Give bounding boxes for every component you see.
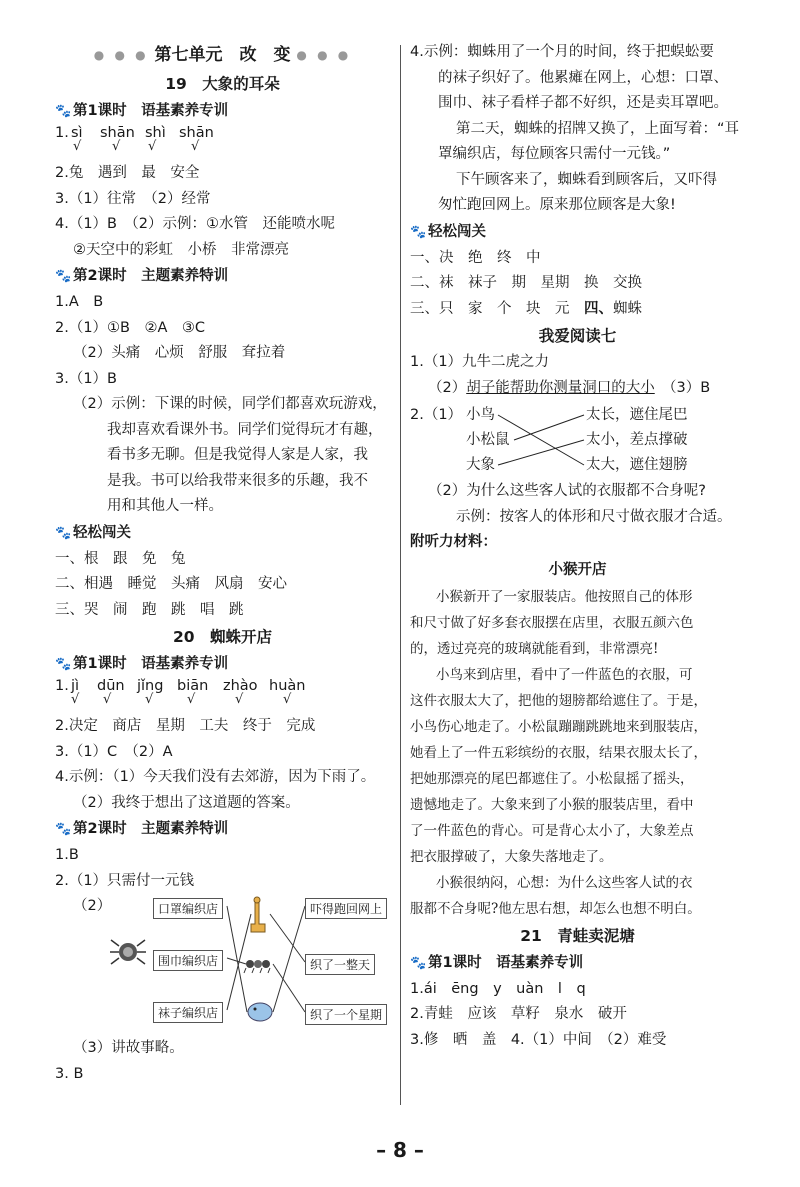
matching-diagram: （2） 口罩编织店 围巾编织店 袜子编织店 吓得跑回网上 织了一整天 织了一个星期 [55,894,390,1036]
lesson-20-title: 20 蜘蛛开店 [172,628,273,646]
paw-icon: 🐾 [55,525,72,541]
lesson-21-title: 21 青蛙卖泥塘 [520,926,635,945]
answer-line: 用和其他人一样。 [107,498,223,514]
answer-line: 下午顾客来了，蜘蛛看到顾客后，又吓得 [456,171,717,188]
answer-line: 三、只 家 个 块 元 四、蜘蛛 [410,300,642,317]
check-icon: √ [148,139,157,154]
paw-icon: 🐾 [55,104,72,119]
check-icon: √ [283,692,292,707]
answer-line: 的袜子织好了。他累瘫在网上，心想：口罩、 [438,69,728,86]
section-heading: 🐾 第1课时 语基素养专训 [410,950,745,977]
answer-line: 匆忙跑回网上。原来那位顾客是大象! [438,197,676,213]
check-icon: √ [235,692,244,707]
answer-line: 3. B [55,1065,84,1082]
giraffe-icon [251,897,265,932]
check-icon: √ [73,139,82,154]
story-line: 小猴很纳闷，心想：为什么这些客人试的衣 [436,874,693,891]
check-icon: √ [187,692,196,707]
answer-line: 2.（1）①B ②A ③C [55,319,206,336]
answer-line: （2）示例：下课的时候，同学们都喜欢玩游戏， [73,396,387,412]
answer-line: 是我。书可以给我带来很多的乐趣，我不 [107,472,368,489]
story-line: 这件衣服太大了，把他的翅膀都给遮住了。于是， [410,692,707,709]
page-number: – 8 – [376,1138,424,1162]
answer-line: （2）胡子能帮助你测量洞口的大小 （3）B [428,379,711,396]
answer-line: 3.（1）C （2）A [55,743,173,760]
answer-line: （2）为什么这些客人试的衣服都不合身呢? [428,483,706,499]
story-line: 服都不合身呢?他左思右想，却怎么也想不明白。 [410,900,701,917]
paw-icon: 🐾 [55,822,72,837]
answer-line: 2.兔 遇到 最 安全 [55,165,200,181]
check-icon: √ [71,692,80,707]
shop-box: 口罩编织店 [153,898,223,919]
paw-icon: 🐾 [410,955,427,971]
matching-animals: 2.（1） 小鸟 小松鼠 大象 太长，遮住尾巴 太小，差点撑破 太大，遮住翅膀 [410,401,745,479]
paw-icon: 🐾 [55,269,72,284]
story-line: 的，透过亮亮的玻璃就能看到，非常漂亮! [410,640,659,657]
left-column [55,40,390,1087]
centipede-icon [244,960,270,973]
answer-line: 2.（1）只需付一元钱 [55,872,195,889]
answer-line: 1.（1）九牛二虎之力 [410,354,550,370]
story-line: 小猴新开了一家服装店。他按照自己的体形 [436,588,693,605]
shop-box: 围巾编织店 [153,950,223,971]
paw-icon: 🐾 [410,224,427,240]
answer-line: 示例：按客人的体形和尺寸做衣服才合适。 [456,508,732,525]
answer-line: 3.（1）B [55,370,118,387]
section-heading: 🐾 第1课时 语基素养专训 [55,651,390,678]
answer-line: 第二天，蜘蛛的招牌又换了，上面写着：“耳 [456,120,740,137]
answer-line: 4.（1）B （2）示例：①水管 还能喷水呢 [55,216,335,232]
listening-label: 附听力材料： [410,534,497,550]
answer-line: 1.B [55,847,79,863]
answer-line: 1.ái ēng y uàn l q [410,980,586,997]
answer-line: 罩编织店，每位顾客只需付一元钱。” [438,146,671,162]
answer-line: 4.示例：（1）今天我们没有去郊游，因为下雨了。 [55,769,376,785]
answer-line: 我却喜欢看课外书。同学们觉得玩才有趣， [107,421,383,438]
story-line: 小鸟来到店里，看中了一件蓝色的衣服，可 [436,666,693,683]
result-box: 吓得跑回网上 [305,898,387,919]
story-line: 把她那漂亮的尾巴都遮住了。小松鼠摇了摇头， [410,770,694,787]
answer-line: 1.A B [55,294,104,310]
answer-line: （2）我终于想出了这道题的答案。 [73,794,300,811]
answer-line: 二、袜 袜子 期 星期 换 交换 [410,275,642,291]
result-box: 织了一整天 [305,954,375,975]
story-title: 小猴开店 [548,561,607,578]
pinyin-answers: 1. sì √ shān √ shì √ shān √ [55,125,214,154]
answer-line: 2.决定 商店 星期 工夫 终于 完成 [55,718,316,734]
answer-line: 3.修 晒 盖 4.（1）中间 （2）难受 [410,1031,667,1048]
paw-icon: 🐾 [55,657,72,672]
lesson-19-title: 19 大象的耳朵 [165,75,280,93]
section-heading: 🐾 第2课时 主题素养特训 [55,263,390,290]
unit-title: ● ● ● 第七单元 改 变 ● ● ● [93,45,352,65]
answer-line: （2）头痛 心烦 舒服 耷拉着 [73,345,286,361]
answer-line: 看书多无聊。但是我觉得人家是人家，我 [107,447,368,463]
hippo-icon [248,1003,272,1021]
answer-line: 4.示例：蜘蛛用了一个月的时间，终于把蜈蚣要 [410,44,714,60]
story-line: 小鸟伤心地走了。小松鼠蹦蹦跳跳地来到服装店， [410,718,707,735]
answer-line: 一、决 绝 终 中 [410,249,541,266]
check-icon: √ [112,139,121,154]
result-box: 织了一个星期 [305,1004,387,1025]
section-heading: 🐾 轻松闯关 [55,520,390,547]
answer-line: 2.青蛙 应该 草籽 泉水 破开 [410,1006,627,1022]
section-heading: 🐾 轻松闯关 [410,219,745,246]
story-line: 了一件蓝色的背心。可是背心太小了，大象差点 [410,822,694,839]
section-heading: 🐾 第1课时 语基素养专训 [55,98,390,125]
answer-line: （3）讲故事略。 [73,1040,184,1056]
pinyin-answers: 1. jì √ dūn √ jǐng √ biān √ zhào √ huàn √ [55,678,306,707]
matching-lines [410,401,745,479]
answer-line: 三、哭 闹 跑 跳 唱 跳 [55,601,244,618]
story-line: 遗憾地走了。大象来到了小猴的服装店里，看中 [410,796,694,813]
answer-line: ②天空中的彩虹 小桥 非常漂亮 [73,241,289,258]
story-line: 她看上了一件五彩缤纷的衣服，结果衣服太长了， [410,744,707,761]
spider-icon [110,940,146,964]
right-column [410,40,745,1053]
shop-box: 袜子编织店 [153,1002,223,1023]
answer-line: 二、相遇 睡觉 头痛 风扇 安心 [55,576,287,592]
check-icon: √ [145,692,154,707]
answer-line: 一、根 跟 免 兔 [55,550,186,567]
story-line: 和尺寸做了好多套衣服摆在店里，衣服五颜六色 [410,614,694,631]
reading-title: 我爱阅读七 [538,327,617,345]
check-icon: √ [103,692,112,707]
answer-line: 3.（1）往常 （2）经常 [55,190,211,207]
story-line: 把衣服撑破了，大象失落地走了。 [410,848,613,865]
check-icon: √ [191,139,200,154]
section-heading: 🐾 第2课时 主题素养特训 [55,816,390,843]
column-divider [400,45,401,1105]
answer-line: 围巾、袜子看样子都不好织，还是卖耳罩吧。 [438,95,728,111]
